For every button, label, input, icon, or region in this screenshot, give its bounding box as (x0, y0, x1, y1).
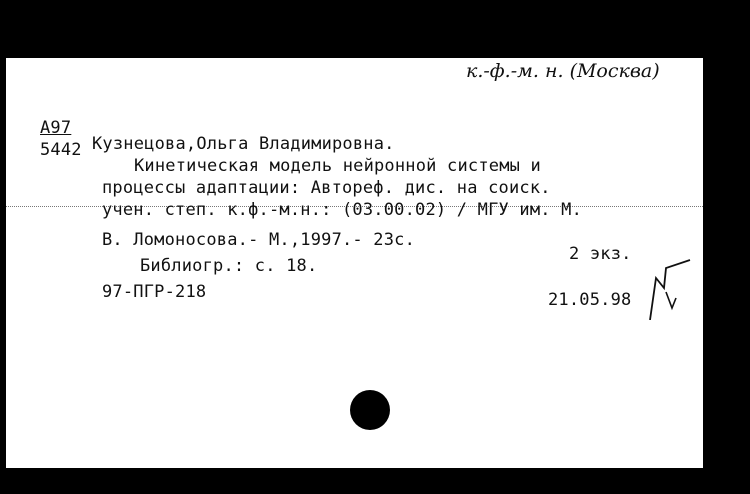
record-number: 97-ПГР-218 (102, 282, 207, 302)
handwritten-note: к.-ф.-м. н. (Москва) (466, 60, 660, 82)
inventory-number: 5442 (40, 140, 82, 160)
call-number: А97 (40, 118, 72, 138)
title-line-1: Кинетическая модель нейронной системы и (134, 156, 541, 176)
bibliography-note: Библиогр.: с. 18. (140, 256, 318, 276)
catalog-card (6, 58, 703, 468)
signature-mark (646, 258, 694, 320)
copies-count: 2 экз. (569, 244, 632, 264)
author: Кузнецова,Ольга Владимировна. (92, 134, 395, 154)
date-stamp: 21.05.98 (548, 290, 632, 310)
title-line-4: В. Ломоносова.- М.,1997.- 23с. (102, 230, 416, 250)
title-line-2: процессы адаптации: Автореф. дис. на соиск. (102, 178, 551, 198)
punch-hole (350, 390, 390, 430)
title-line-3: учен. степ. к.ф.-м.н.: (03.00.02) / МГУ им. М. (102, 200, 583, 220)
